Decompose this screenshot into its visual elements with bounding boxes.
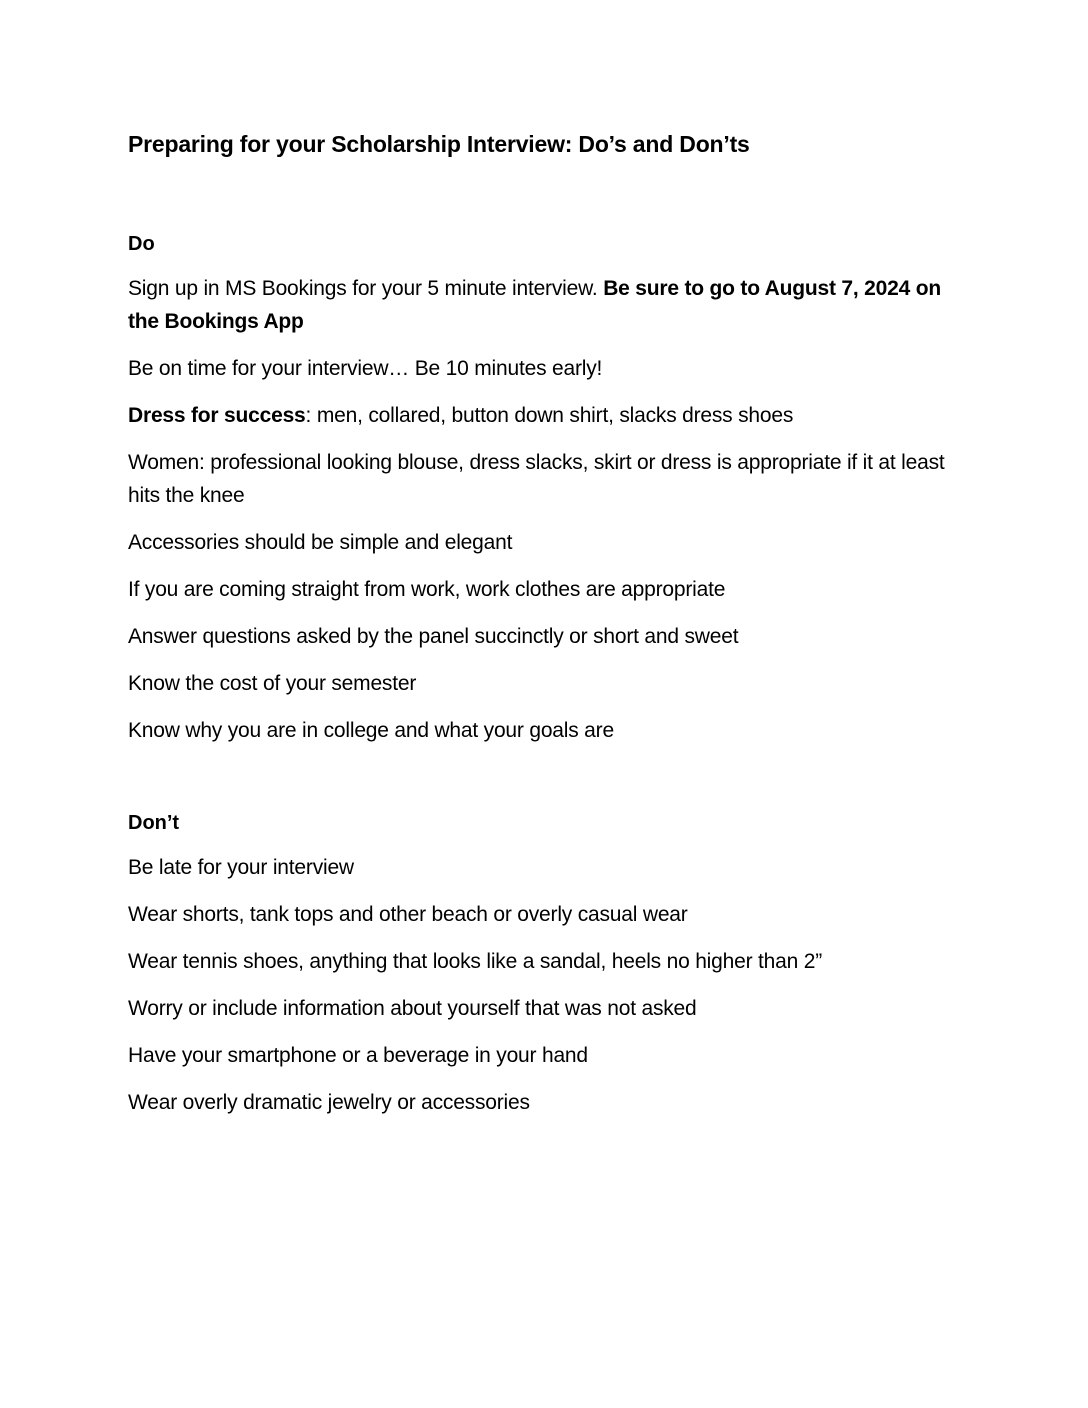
do-item-dress-text: : men, collared, button down shirt, slacks dress shoes xyxy=(305,404,794,427)
dont-item-jewelry: Wear overly dramatic jewelry or accessories xyxy=(128,1091,530,1114)
dont-item-worry: Worry or include information about yourself that was not asked xyxy=(128,997,697,1020)
dont-item-smartphone: Have your smartphone or a beverage in your hand xyxy=(128,1044,588,1067)
do-item-signup-text: Sign up in MS Bookings for your 5 minute interview. xyxy=(128,277,604,300)
do-item-dress-men xyxy=(128,399,968,432)
do-item-work-clothes: If you are coming straight from work, work clothes are appropriate xyxy=(128,578,726,601)
dont-item-shoes: Wear tennis shoes, anything that looks like a sandal, heels no higher than 2” xyxy=(128,950,822,973)
dont-item-late: Be late for your interview xyxy=(128,856,354,879)
do-section-heading: Do xyxy=(128,233,155,255)
do-item-on-time: Be on time for your interview… Be 10 minutes early! xyxy=(128,357,603,380)
do-item-know-cost: Know the cost of your semester xyxy=(128,672,417,695)
do-item-signup-emphasis: Be sure to go to August 7, 2024 on the Bookings App xyxy=(128,277,941,333)
do-item-accessories: Accessories should be simple and elegant xyxy=(128,531,513,554)
dont-section-heading: Don’t xyxy=(128,812,180,834)
document-body xyxy=(128,128,968,1119)
do-item-dress-women: Women: professional looking blouse, dress slacks, skirt or dress is appropriate if it at least hits the knee xyxy=(128,451,945,507)
document-title: Preparing for your Scholarship Interview: Do’s and Don’ts xyxy=(128,131,750,157)
do-item-know-goals: Know why you are in college and what your goals are xyxy=(128,719,614,742)
do-item-dress-emphasis: Dress for success xyxy=(128,404,306,427)
do-item-answer-questions: Answer questions asked by the panel succinctly or short and sweet xyxy=(128,625,739,648)
dont-item-casual-wear: Wear shorts, tank tops and other beach or overly casual wear xyxy=(128,903,688,926)
do-item-signup xyxy=(128,272,968,338)
